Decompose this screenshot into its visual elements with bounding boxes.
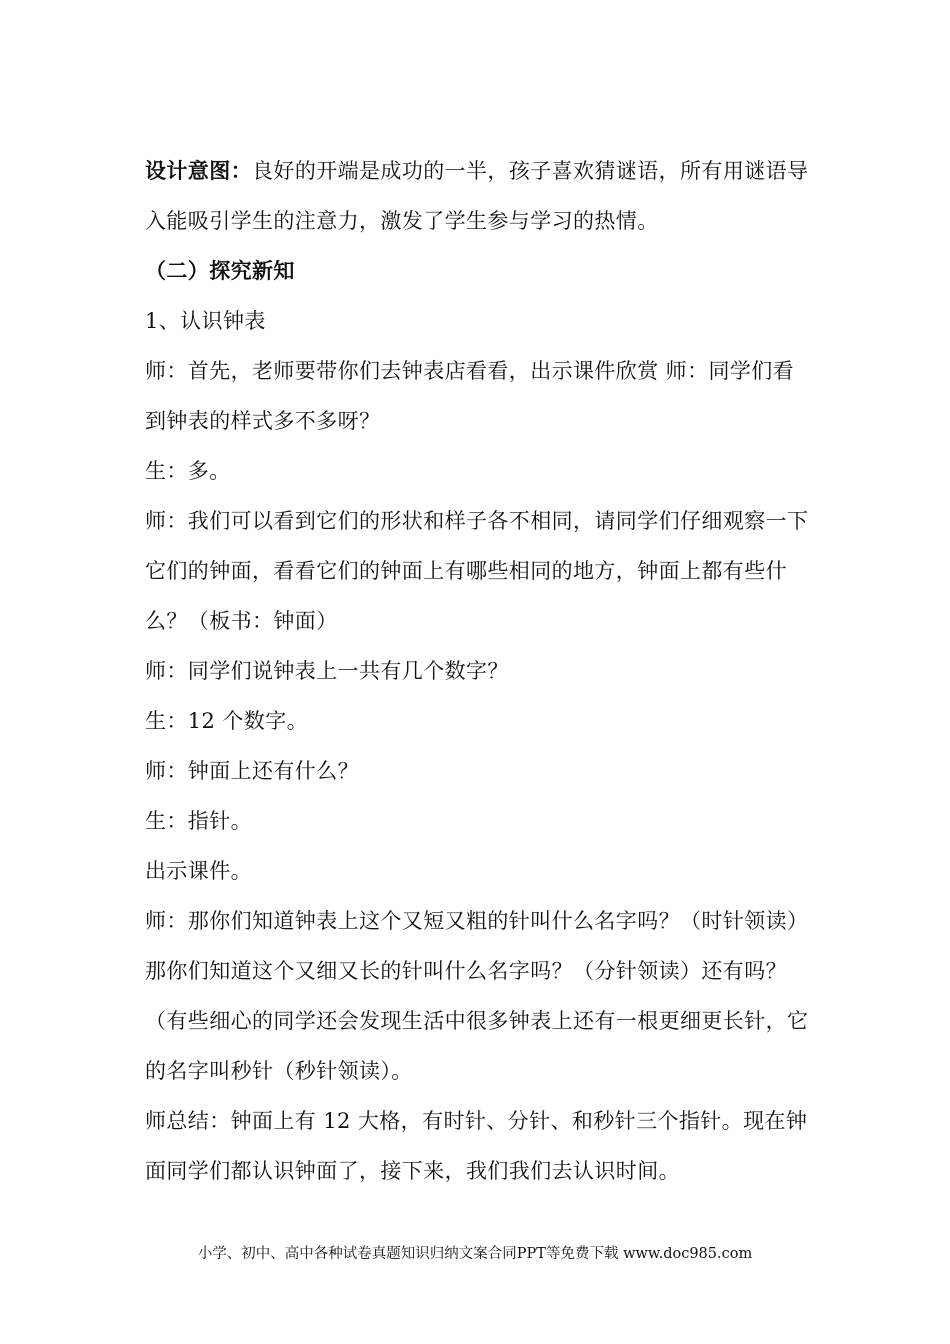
dialogue-paragraph: 师：钟面上还有什么？ (145, 759, 359, 783)
design-intent-label: 设计意图 (145, 158, 231, 183)
dialogue-paragraph: 师：首先，老师要带你们去钟表店看看，出示课件欣赏 师：同学们看到钟表的样式多不多呀？ (145, 359, 795, 433)
document-body (145, 146, 810, 1196)
subsection-heading: 1、认识钟表 (145, 309, 266, 333)
design-intent-paragraph (145, 146, 810, 246)
dialogue-paragraph: 生：指针。 (145, 809, 252, 833)
dialogue-paragraph: 生：多。 (145, 459, 231, 483)
section-heading: （二）探究新知 (145, 258, 295, 283)
dialogue-paragraph: 师：那你们知道钟表上这个又短又粗的针叫什么名字吗？（时针领读）那你们知道这个又细又长的针叫什么名字吗？（分针领读）还有吗？（有些细心的同学还会发现生活中很多钟表上还有一根更细更长针，它的名字叫秒针（秒针领读）。 (145, 909, 809, 1083)
dialogue-paragraph: 生：12 个数字。 (145, 709, 308, 733)
dialogue-paragraph: 师：同学们说钟表上一共有几个数字？ (145, 659, 509, 683)
dialogue-paragraph: 师总结：钟面上有 12 大格，有时针、分针、和秒针三个指针。现在钟面同学们都认识钟面了，接下来，我们我们去认识时间。 (145, 1109, 808, 1183)
design-intent-text: 良好的开端是成功的一半，孩子喜欢猜谜语，所有用谜语导入能吸引学生的注意力，激发了学生参与学习的热情。 (145, 159, 809, 233)
page-footer: 小学、初中、高中各种试卷真题知识归纳文案合同PPT等免费下载 www.doc985.com (197, 1246, 753, 1262)
dialogue-paragraph: 出示课件。 (145, 859, 252, 883)
design-intent-colon: ： (230, 158, 253, 183)
dialogue-paragraph: 师：我们可以看到它们的形状和样子各不相同，请同学们仔细观察一下它们的钟面，看看它们的钟面上有哪些相同的地方，钟面上都有些什么？（板书：钟面） (145, 509, 809, 633)
